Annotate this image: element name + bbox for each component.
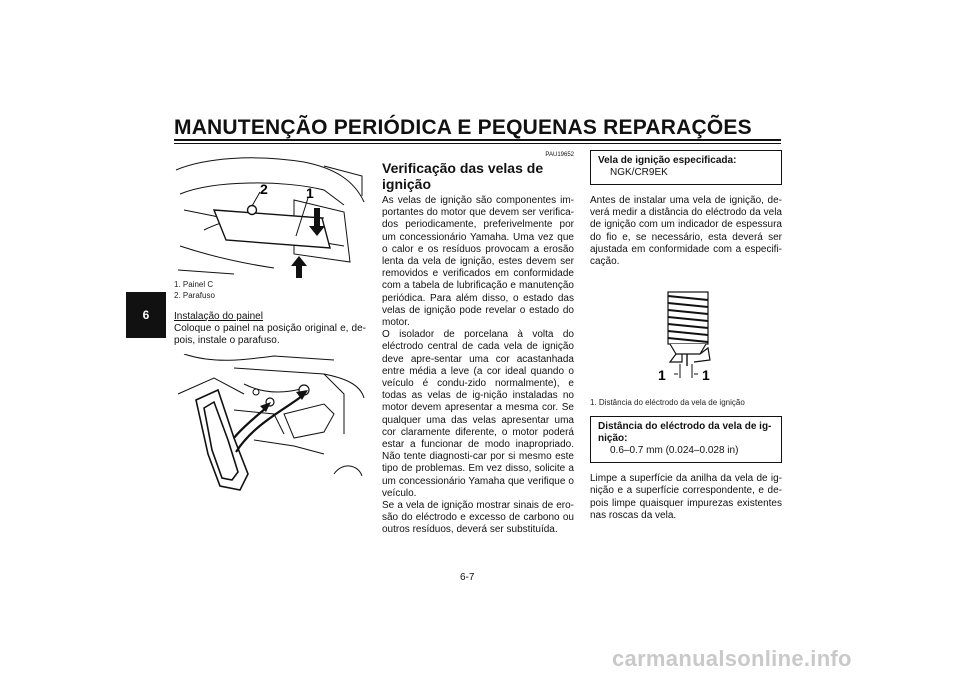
spark-plug-spec-box <box>590 150 782 185</box>
spark-plug-gap-figure <box>590 290 782 396</box>
right-column <box>590 150 782 522</box>
title-rule-thin <box>174 143 781 144</box>
section-heading: Verificação das velas de ignição <box>382 160 544 192</box>
paragraph: O isolador de porcelana à volta do eléctrodo central de cada vela de ignição deve apre-sentar uma cor acastanhada entre média a leve (a cor ideal quando o veículo é condu-zido normalmente), e todas as velas de ig-nição instaladas no motor devem apresentar a mesma cor. Se qualquer uma das velas apresentar uma cor claramente diferente, o motor poderá estar a funcionar de modo inapropriado. Não tente diagnosti-car por si mesmo este tipo de problemas. Em vez disso, solicite a um concessionário Yamaha que verifique o veículo. <box>382 329 574 499</box>
callout-1: 1 <box>306 185 314 201</box>
gap-callout-left: 1 <box>658 367 666 384</box>
panel-install-figure <box>174 354 366 502</box>
electrode-gap-spec-box <box>590 416 782 463</box>
page-number: 6-7 <box>460 572 475 583</box>
install-subheading: Instalação do painel <box>174 311 263 322</box>
spec-title: Distância do eléctrodo da vela de ig-nição: <box>598 421 772 445</box>
title-rule <box>174 139 781 141</box>
left-column <box>174 150 366 502</box>
middle-column <box>382 150 574 537</box>
caption-line: 1. Painel C <box>174 280 214 289</box>
spec-value: 0.6–0.7 mm (0.024–0.028 in) <box>610 445 739 457</box>
caption-line: 2. Parafuso <box>174 291 215 300</box>
spec-value: NGK/CR9EK <box>610 167 668 178</box>
install-paragraph: Antes de instalar uma vela de ignição, de-verá medir a distância do eléctrodo da vela de ignição com um indicador de espessura do fio e, se necessário, esta deverá ser ajustada em conformidade com a especifi-cação. <box>590 195 782 268</box>
install-text: Coloque o painel na posição original e, de-pois, instale o parafuso. <box>174 323 366 347</box>
clean-paragraph: Limpe a superfície da anilha da vela de ig-nição e a superfície correspondente, e de-pois limpe quaisquer impurezas existentes nas roscas da vela. <box>590 473 782 521</box>
section-tab: 6 <box>126 292 166 338</box>
figure1-captions <box>174 280 366 301</box>
gap-callout-right: 1 <box>702 367 710 384</box>
spec-title: Vela de ignição especificada: <box>598 155 737 166</box>
page-title: MANUTENÇÃO PERIÓDICA E PEQUENAS REPARAÇÕES <box>174 116 752 139</box>
doc-code: PAU19652 <box>545 152 574 158</box>
paragraph: Se a vela de ignição mostrar sinais de ero-são do eléctrodo e excesso de carbono ou outros resíduos, deverá ser substituída. <box>382 500 574 536</box>
panel-c-figure <box>174 150 366 278</box>
watermark: carmanualsonline.info <box>612 646 852 671</box>
bolt-marker <box>248 206 257 215</box>
paragraph: As velas de ignição são componentes im-portantes do motor que devem ser verifica-dos periodicamente, preferivelmente por um concessionário Yamaha. Uma vez que o calor e os resíduos provocam a erosão lenta da vela de ignição, estes devem ser removidos e verificados em conformidade com a tabela de lubrificação e manutenção periódica. Para além disso, o estado das velas de ignição pode revelar o estado do motor. <box>382 195 574 329</box>
figure2-caption: 1. Distância do eléctrodo da vela de ignição <box>590 398 745 408</box>
callout-2: 2 <box>260 181 268 197</box>
up-arrow-icon <box>291 256 307 278</box>
